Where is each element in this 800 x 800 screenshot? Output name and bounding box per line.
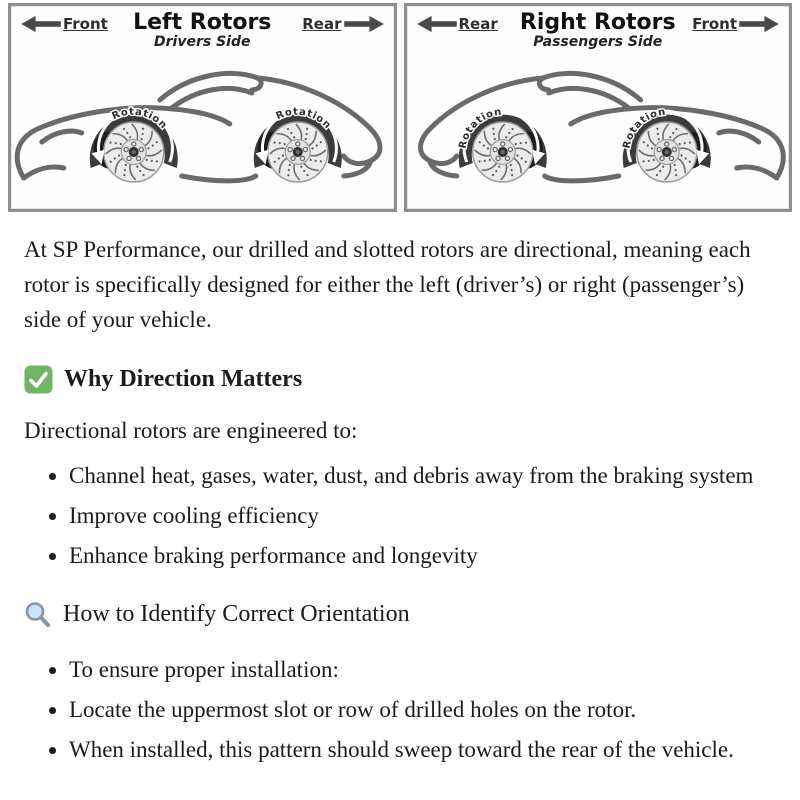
benefits-list bbox=[24, 459, 770, 574]
bullet-item: • Enhance braking performance and longevity bbox=[69, 539, 770, 574]
panel-title: Left Rotors bbox=[133, 10, 272, 35]
panel-subtitle: Drivers Side bbox=[154, 34, 251, 51]
direction-label: Front bbox=[63, 15, 108, 33]
car-illustration-right bbox=[407, 56, 790, 208]
intro-paragraph: At SP Performance, our drilled and slotted rotors are directional, meaning each rotor is specifically designed for either the left (driver’s) or right (passenger’s) side of your vehicle. bbox=[24, 237, 751, 332]
check-icon bbox=[24, 365, 53, 394]
direction-label: Front bbox=[692, 15, 737, 33]
panel-title: Right Rotors bbox=[519, 10, 676, 35]
direction-label: Rear bbox=[458, 15, 498, 33]
rotor-direction-diagram bbox=[0, 0, 800, 212]
right-panel-header bbox=[407, 6, 790, 56]
left-arrow-icon bbox=[417, 15, 457, 33]
panel-subtitle: Passengers Side bbox=[533, 34, 663, 51]
section-heading-identify-orientation bbox=[24, 601, 770, 629]
right-arrow-icon bbox=[739, 15, 779, 33]
bullet-item: • When installed, this pattern should sweep toward the rear of the vehicle. bbox=[69, 733, 770, 768]
left-arrow-icon bbox=[21, 15, 61, 33]
bullet-item: • To ensure proper installation: bbox=[69, 653, 770, 688]
front-direction-indicator bbox=[21, 15, 108, 33]
section-title: Why Direction Matters bbox=[64, 365, 303, 392]
bullet-item: • Improve cooling efficiency bbox=[69, 499, 770, 534]
section-heading-why-direction-matters bbox=[24, 365, 770, 394]
left-rotors-panel bbox=[8, 3, 397, 212]
orientation-steps-list bbox=[24, 653, 770, 768]
section-lead: Directional rotors are engineered to: bbox=[24, 417, 358, 443]
car-illustration-left bbox=[11, 56, 394, 208]
rear-direction-indicator bbox=[302, 15, 383, 33]
direction-label: Rear bbox=[302, 15, 342, 33]
left-panel-header bbox=[11, 6, 394, 56]
bullet-item: • Channel heat, gases, water, dust, and debris away from the braking system bbox=[69, 459, 770, 494]
right-rotors-panel bbox=[404, 3, 793, 212]
magnifier-icon bbox=[24, 601, 52, 629]
right-arrow-icon bbox=[344, 15, 384, 33]
article-body bbox=[0, 233, 800, 768]
bullet-item: • Locate the uppermost slot or row of drilled holes on the rotor. bbox=[69, 693, 770, 728]
section-title: How to Identify Correct Orientation bbox=[63, 601, 410, 628]
rear-direction-indicator bbox=[417, 15, 498, 33]
front-direction-indicator bbox=[692, 15, 779, 33]
